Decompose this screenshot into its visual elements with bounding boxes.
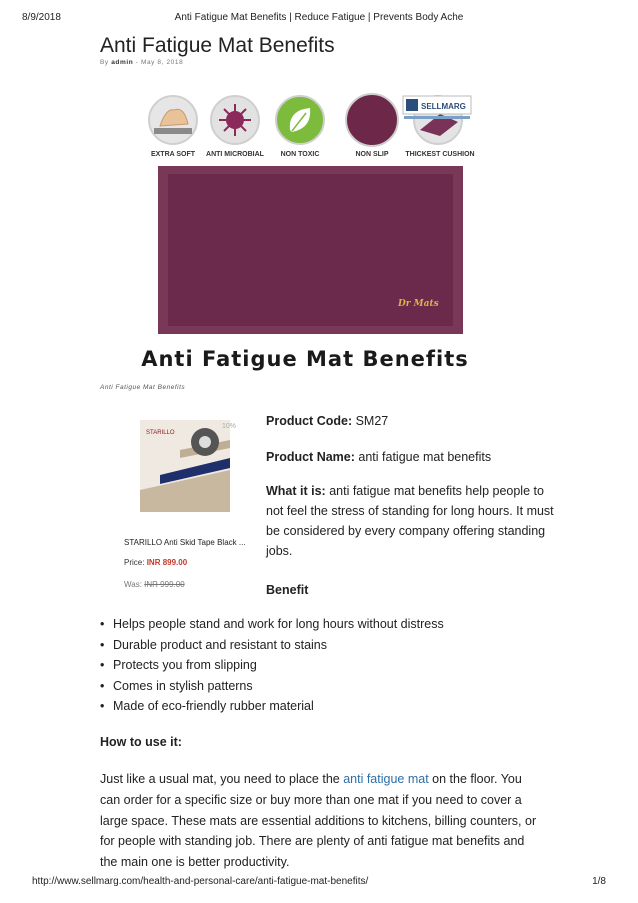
list-item: • Helps people stand and work for long hours without distress bbox=[100, 614, 540, 635]
mat-logo: Dr Mats bbox=[398, 299, 439, 309]
byline-prefix: By bbox=[100, 59, 109, 66]
product-name bbox=[266, 447, 556, 467]
feature-label: EXTRA SOFT bbox=[150, 151, 196, 158]
product-code-value: SM27 bbox=[355, 414, 389, 428]
howto-text-after: on the floor. You can order for a specific size or buy more than one mat if you need to cover a large space. These mats are essential additions to kitchens, billing counters, or for people with standing job. There are plenty of anti fatigue mat benefits and the main one is better productivity. bbox=[100, 772, 537, 870]
hero-image bbox=[140, 86, 485, 376]
feature-anti-microbial bbox=[206, 96, 265, 158]
howto-heading: How to use it: bbox=[100, 735, 182, 749]
print-date: 8/9/2018 bbox=[22, 12, 61, 23]
feature-extra-soft bbox=[149, 96, 197, 158]
feature-label: ANTI MICROBIAL bbox=[206, 151, 264, 158]
what-it-is-label: What it is: bbox=[266, 484, 326, 498]
what-it-is-text: anti fatigue mat benefits help people to not feel the stress of standing for long hours. It must be considered by every company offering standing jobs. bbox=[266, 484, 554, 558]
print-page-title: Anti Fatigue Mat Benefits | Reduce Fatigue | Prevents Body Ache bbox=[174, 12, 464, 23]
article-title: Anti Fatigue Mat Benefits bbox=[100, 34, 335, 57]
byline-separator: - bbox=[135, 59, 139, 66]
benefits-list bbox=[100, 614, 540, 717]
product-code-label: Product Code: bbox=[266, 414, 353, 428]
what-it-is bbox=[266, 481, 556, 561]
was-label: Was: bbox=[124, 580, 142, 589]
list-item: • Comes in stylish patterns bbox=[100, 676, 540, 697]
product-thumbnail[interactable] bbox=[140, 420, 230, 512]
feature-label: NON TOXIC bbox=[280, 151, 320, 158]
product-price bbox=[124, 558, 187, 567]
list-item: • Protects you from slipping bbox=[100, 655, 540, 676]
feature-label: NON SLIP bbox=[355, 151, 389, 158]
howto-text-before: Just like a usual mat, you need to place the bbox=[100, 772, 344, 786]
benefit-heading: Benefit bbox=[266, 583, 309, 597]
hero-banner-text: Anti Fatigue Mat Benefits bbox=[141, 347, 469, 371]
list-item: • Made of eco-friendly rubber material bbox=[100, 696, 540, 717]
feature-non-toxic bbox=[276, 96, 324, 158]
feature-label: THICKEST CUSHION bbox=[405, 151, 475, 158]
product-code bbox=[266, 411, 556, 431]
brand-badge-text: SELLMARG bbox=[421, 102, 466, 111]
product-name-value: anti fatigue mat benefits bbox=[358, 450, 492, 464]
discount-badge: 10% bbox=[222, 423, 237, 430]
price-label: Price: bbox=[124, 558, 145, 567]
product-was-price bbox=[124, 580, 185, 589]
hero-caption: Anti Fatigue Mat Benefits bbox=[100, 384, 186, 391]
product-brand: STARILLO bbox=[146, 430, 175, 436]
print-url: http://www.sellmarg.com/health-and-personal-care/anti-fatigue-mat-benefits/ bbox=[32, 876, 369, 887]
product-card[interactable] bbox=[120, 420, 250, 595]
author-link[interactable]: admin bbox=[111, 59, 134, 66]
print-page-number: 1/8 bbox=[592, 876, 606, 887]
product-name-link[interactable]: STARILLO Anti Skid Tape Black ... bbox=[124, 538, 246, 547]
howto-paragraph bbox=[100, 769, 540, 873]
price-value: INR 899.00 bbox=[146, 558, 188, 567]
product-name-label: Product Name: bbox=[266, 450, 355, 464]
mat-photo bbox=[158, 166, 463, 334]
feature-non-slip bbox=[346, 94, 398, 158]
anti-fatigue-mat-link[interactable]: anti fatigue mat bbox=[343, 772, 429, 786]
list-item: • Durable product and resistant to stains bbox=[100, 635, 540, 656]
byline bbox=[100, 59, 183, 66]
article-date: May 8, 2018 bbox=[140, 59, 184, 66]
was-value: INR 999.00 bbox=[144, 580, 185, 589]
